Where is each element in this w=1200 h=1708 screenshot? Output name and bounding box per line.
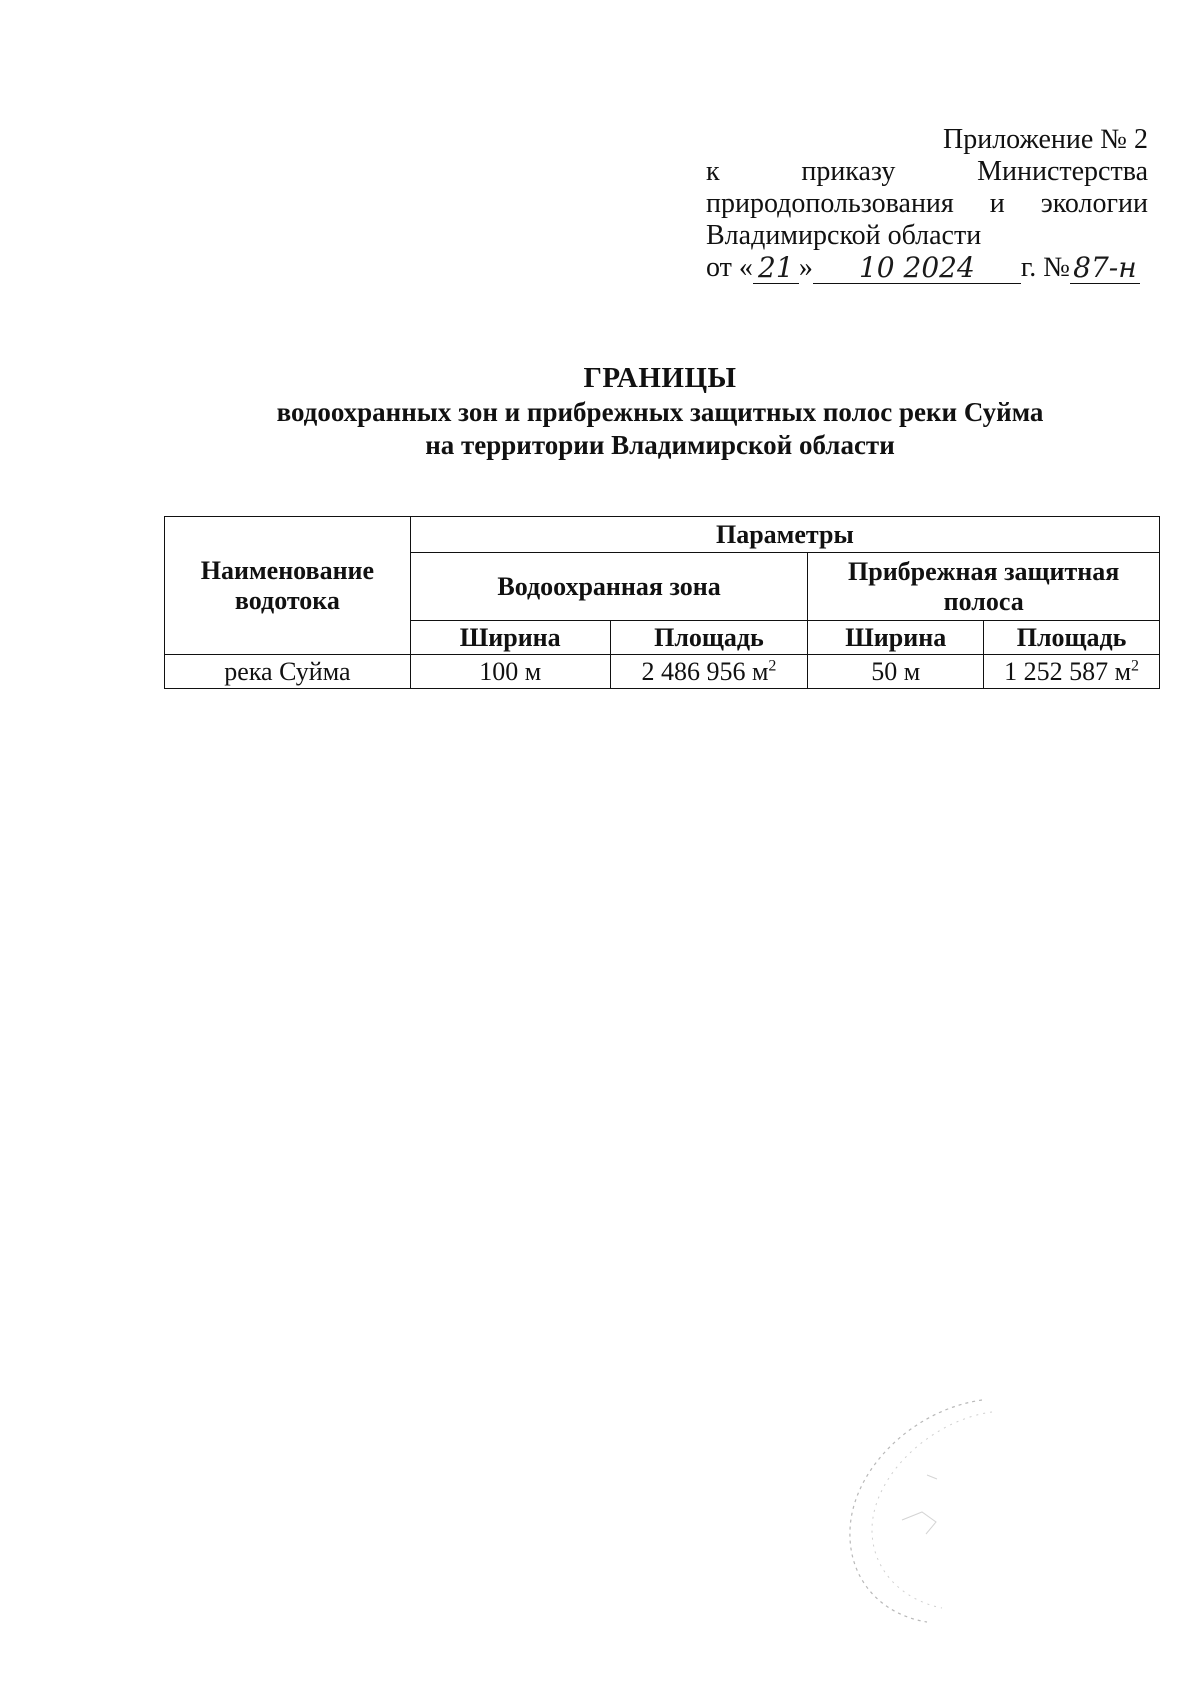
appendix-word: природопользования <box>706 188 954 219</box>
cell-watercourse: река Суйма <box>165 655 411 689</box>
header-water-protection-zone: Водоохранная зона <box>410 553 808 621</box>
header-coastal-strip: Прибрежная защитная полоса <box>808 553 1160 621</box>
zone-area-unit-exp: 2 <box>768 656 777 674</box>
appendix-line-ministry <box>706 188 1148 220</box>
header-parameters: Параметры <box>410 517 1159 553</box>
date-close: » <box>798 252 813 283</box>
title-sub-2: на территории Владимирской области <box>425 430 895 460</box>
header-strip-area: Площадь <box>984 621 1160 655</box>
appendix-word: к <box>706 156 720 187</box>
cell-strip-width: 50 м <box>808 655 984 689</box>
appendix-line-region: Владимирской области <box>706 220 982 251</box>
parameters-table <box>164 516 1160 689</box>
zone-area-value: 2 486 956 м <box>641 656 769 686</box>
header-zone-width: Ширина <box>410 621 610 655</box>
appendix-line-order <box>706 156 1148 188</box>
appendix-word: и <box>989 188 1005 219</box>
title-sub-1: водоохранных зон и прибрежных защитных полос реки Суйма <box>276 397 1044 427</box>
cell-zone-width: 100 м <box>410 655 610 689</box>
cell-strip-area <box>984 655 1160 689</box>
cell-zone-area <box>610 655 808 689</box>
appendix-word: приказу <box>801 156 896 187</box>
strip-area-unit-exp: 2 <box>1131 656 1140 674</box>
table-header-row <box>165 517 1160 553</box>
date-prefix: от « <box>706 252 753 283</box>
title-main: ГРАНИЦЫ <box>583 362 737 394</box>
appendix-header <box>706 124 1148 284</box>
header-zone-area: Площадь <box>610 621 808 655</box>
official-stamp-icon <box>832 1390 1062 1630</box>
appendix-word: Министерства <box>977 156 1148 187</box>
year-suffix: г. № <box>1020 252 1070 283</box>
strip-area-value: 1 252 587 м <box>1004 656 1132 686</box>
appendix-title: Приложение № 2 <box>943 124 1148 155</box>
handwritten-month-year: 10 2024 <box>813 253 1021 284</box>
handwritten-day: 21 <box>753 253 799 284</box>
header-watercourse-name: Наименование водотока <box>165 517 411 655</box>
document-title <box>160 360 1160 462</box>
appendix-word: экологии <box>1040 188 1148 219</box>
header-strip-width: Ширина <box>808 621 984 655</box>
handwritten-order-number: 87-н <box>1070 253 1140 284</box>
table-row <box>165 655 1160 689</box>
appendix-date-line <box>706 252 1148 284</box>
